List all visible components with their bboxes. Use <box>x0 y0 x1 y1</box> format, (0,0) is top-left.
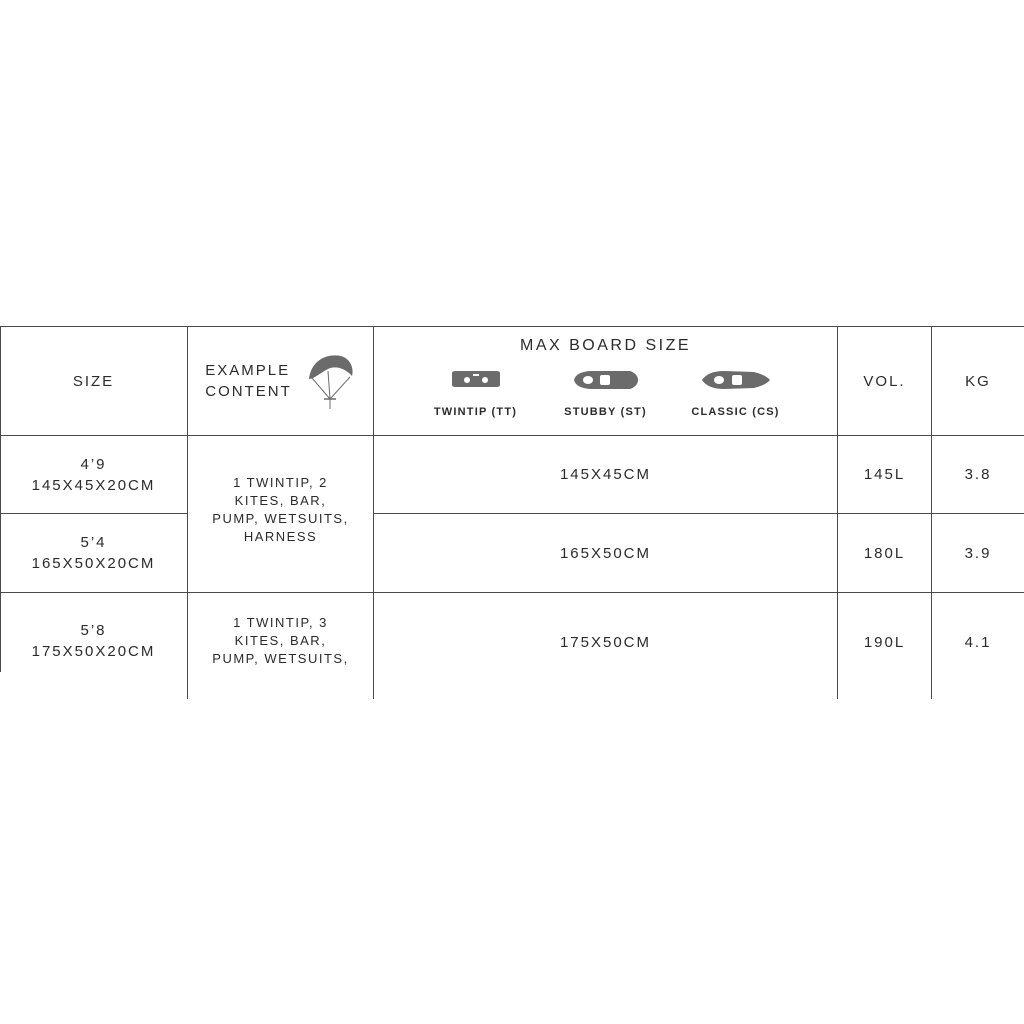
table-row-3-size <box>0 593 187 699</box>
size-dimensions: 175X50X20CM <box>31 643 156 660</box>
example-content-1 <box>188 436 373 592</box>
table-row-3-board <box>374 593 837 699</box>
vol-value: 180L <box>863 544 906 562</box>
vol-value: 190L <box>863 633 906 651</box>
stubby-board-icon <box>572 370 640 390</box>
header-size <box>0 327 187 435</box>
header-size-label: SIZE <box>72 372 115 390</box>
header-kg <box>932 327 1024 435</box>
header-example-line2: CONTENT <box>205 383 292 400</box>
content-line: PUMP, WETSUITS, <box>212 651 349 666</box>
table-row-1-size <box>0 436 187 513</box>
vol-value: 145L <box>863 466 906 483</box>
table-row-1-kg <box>932 436 1024 513</box>
table-row-3-kg <box>932 593 1024 699</box>
table-row-2-kg <box>932 514 1024 592</box>
board-type-label-classic: CLASSIC (CS) <box>691 406 780 418</box>
kg-value: 3.8 <box>964 466 992 483</box>
max-board-value: 165X50CM <box>559 544 652 562</box>
kg-value: 3.9 <box>964 544 992 562</box>
table-row-1-board <box>374 436 837 513</box>
content-line: HARNESS <box>243 529 318 544</box>
table-row-2-size <box>0 514 187 592</box>
board-type-label-twintip: TWINTIP (TT) <box>433 406 518 418</box>
header-max-board <box>374 327 837 435</box>
max-board-value: 175X50CM <box>559 633 652 651</box>
size-label: 4’9 <box>80 455 107 473</box>
size-label: 5’4 <box>80 534 107 551</box>
content-line: KITES, BAR, <box>234 633 327 648</box>
content-line: 1 TWINTIP, 2 <box>233 475 328 490</box>
size-dimensions: 145X45X20CM <box>31 476 156 494</box>
table-row-2-vol <box>838 514 931 592</box>
header-vol-label: VOL. <box>863 372 906 390</box>
content-line: PUMP, WETSUITS, <box>212 511 349 526</box>
example-content-2 <box>188 593 373 699</box>
header-kg-label: KG <box>965 372 991 390</box>
size-label: 5’8 <box>80 622 107 639</box>
table-row-1-vol <box>838 436 931 513</box>
content-line: KITES, BAR, <box>234 493 327 508</box>
table-row-3-vol <box>838 593 931 699</box>
kg-value: 4.1 <box>964 633 992 651</box>
header-example-line1: EXAMPLE <box>205 362 291 379</box>
size-dimensions: 165X50X20CM <box>31 555 156 572</box>
header-max-board-title: MAX BOARD SIZE <box>519 337 692 354</box>
header-example-content <box>188 327 373 435</box>
content-line: 1 TWINTIP, 3 <box>233 615 328 630</box>
table-row-2-board <box>374 514 837 592</box>
header-vol <box>838 327 931 435</box>
twintip-icon <box>450 370 502 388</box>
board-type-label-stubby: STUBBY (ST) <box>564 406 647 418</box>
max-board-value: 145X45CM <box>559 466 652 483</box>
classic-board-icon <box>700 370 772 390</box>
kite-icon <box>306 351 356 411</box>
